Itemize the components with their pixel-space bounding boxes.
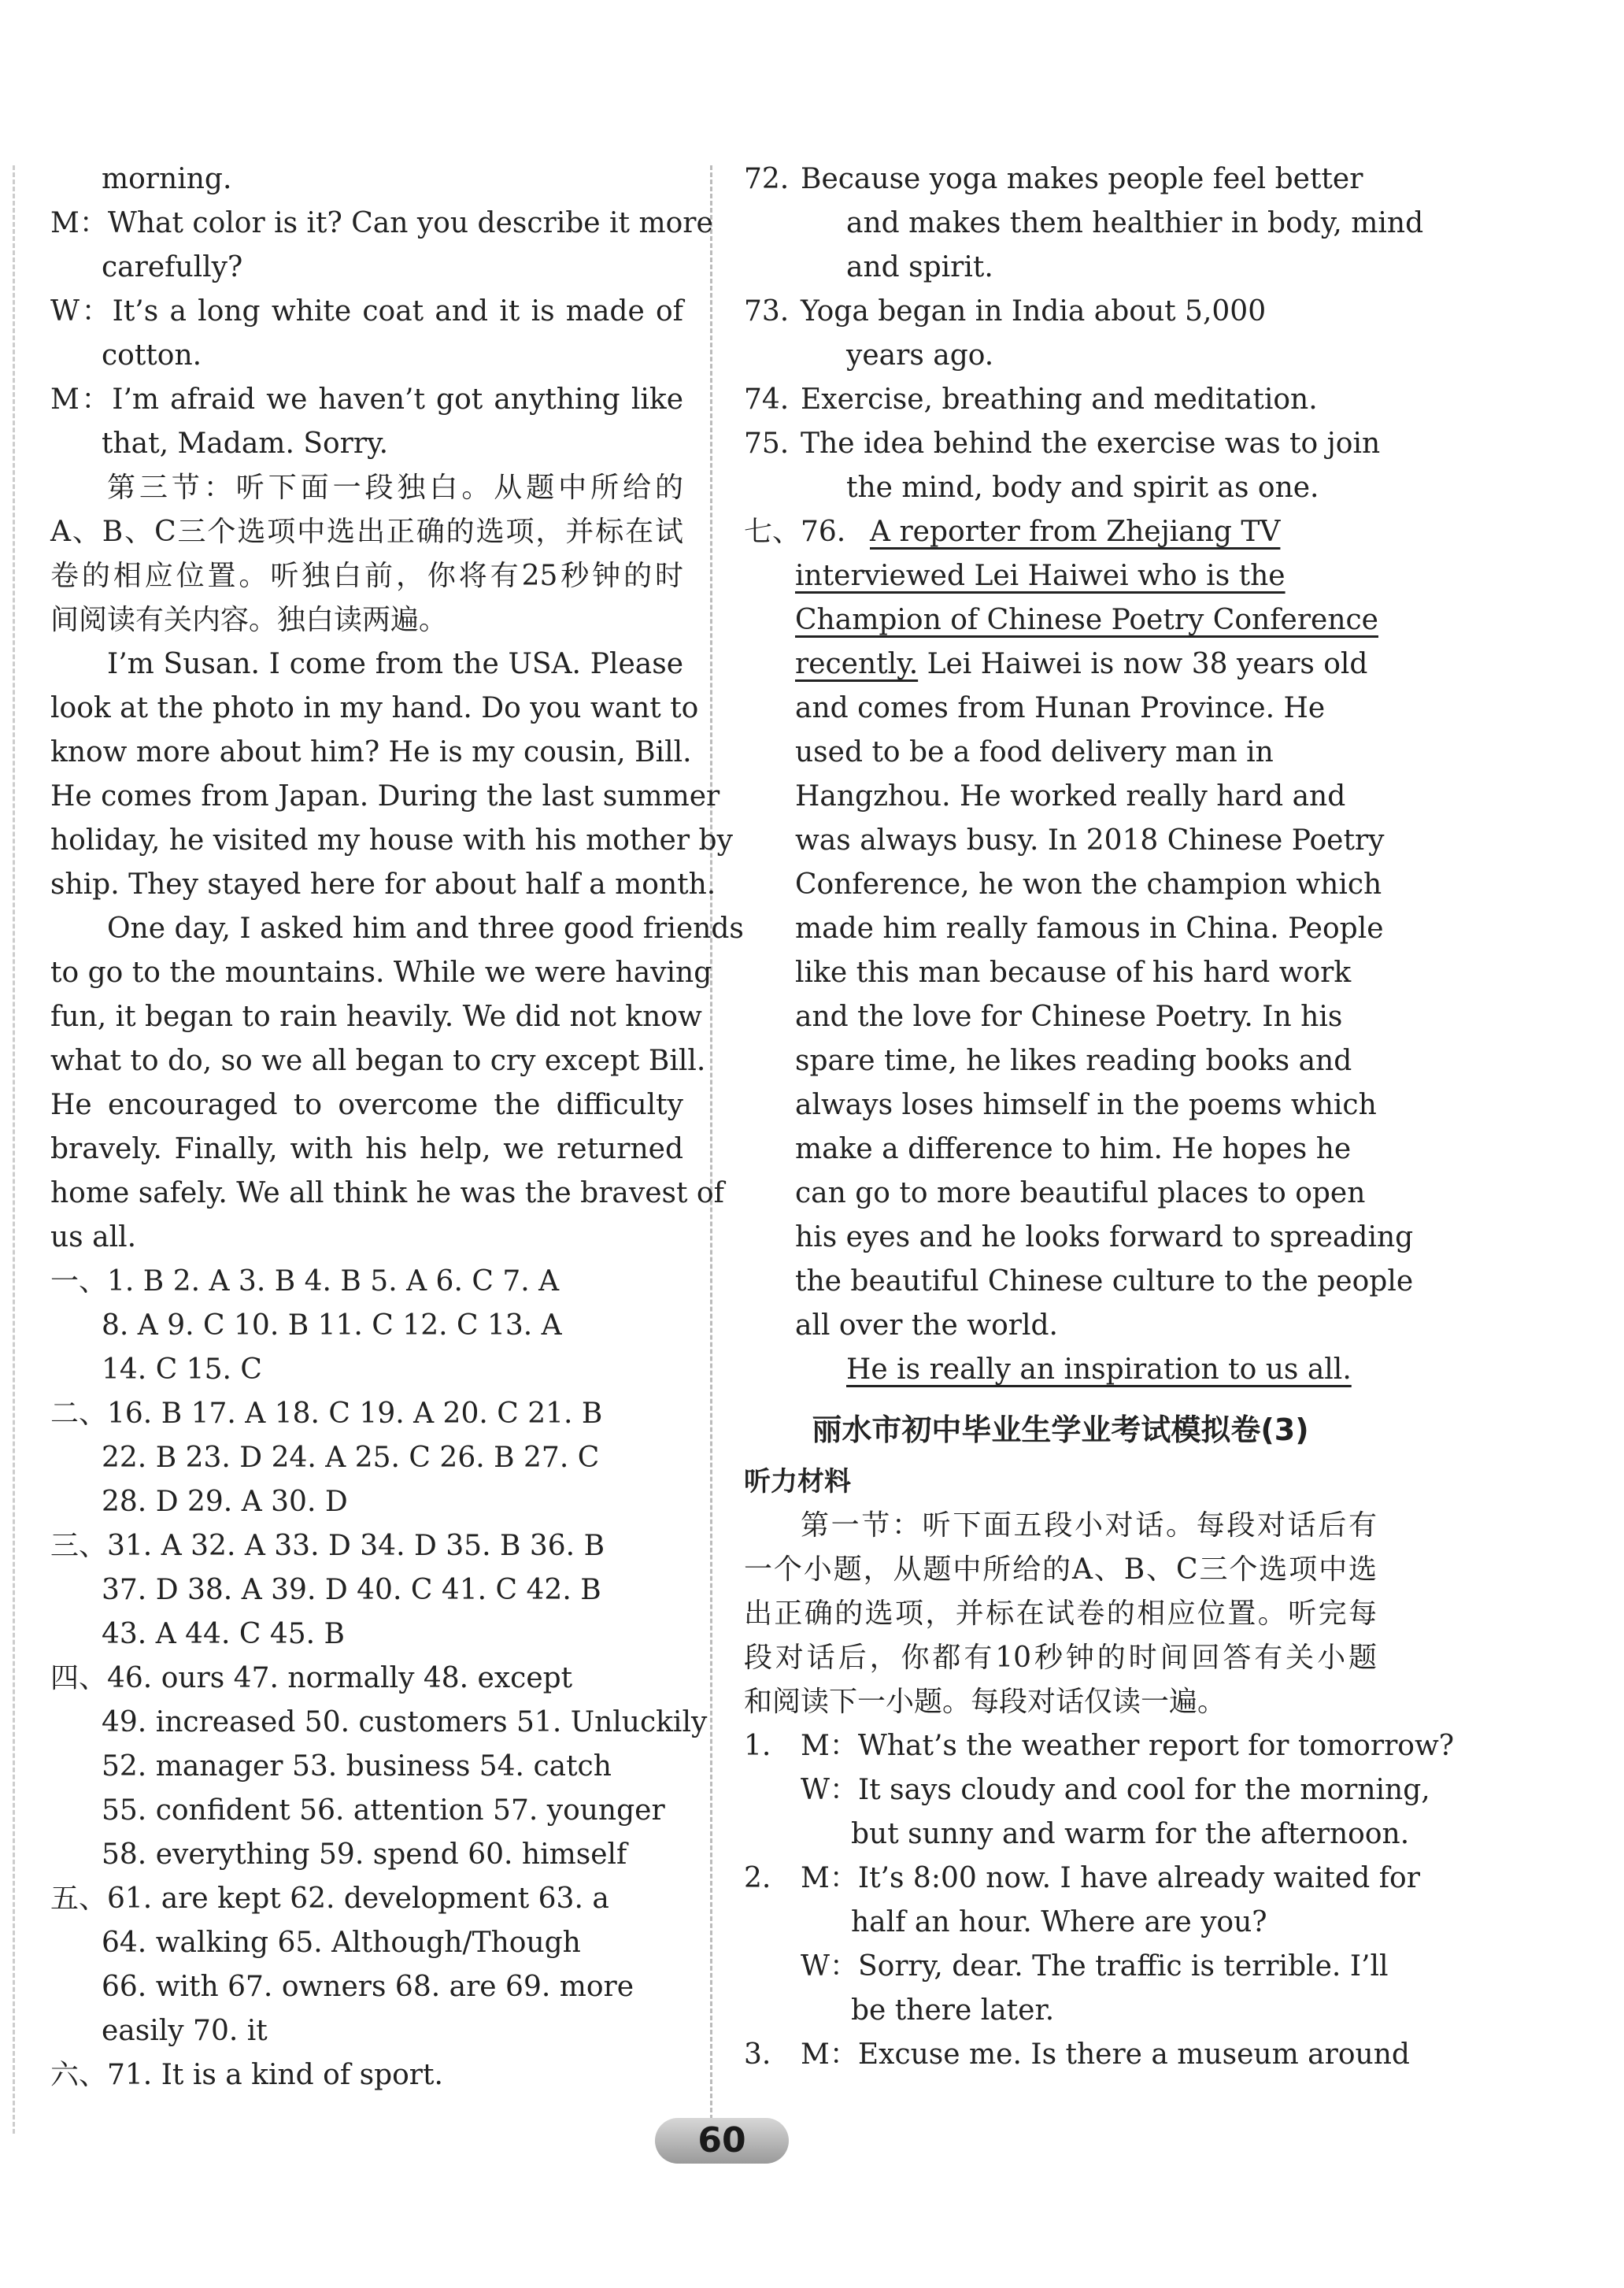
answer-text: Exercise, breathing and meditation.: [801, 383, 1318, 416]
answer-line: 四、46. ours 47. normally 48. except: [50, 1662, 573, 1694]
monologue-line: He comes from Japan. During the last summer: [50, 780, 720, 813]
dialogue-number: 1.: [744, 1730, 771, 1762]
binding-margin-line: [13, 165, 15, 2134]
dialogue-line: M：It’s 8:00 now. I have already waited for: [801, 1862, 1420, 1894]
writing-text: make a difference to him. He hopes he: [795, 1133, 1352, 1165]
section3-instruction: 卷的相应位置。听独白前，你将有25秒钟的时: [50, 560, 683, 592]
writing-text: always loses himself in the poems which: [795, 1089, 1377, 1121]
answer-text: The idea behind the exercise was to join: [801, 428, 1381, 460]
section1-instruction: 和阅读下一小题。每段对话仅读一遍。: [744, 1686, 1226, 1718]
writing-text: Hangzhou. He worked really hard and: [795, 780, 1346, 813]
dialogue-number: 2.: [744, 1862, 771, 1894]
answer-text: and makes them healthier in body, mind: [846, 207, 1424, 239]
answer-line: 22. B 23. D 24. A 25. C 26. B 27. C: [102, 1442, 600, 1474]
answer-line: 28. D 29. A 30. D: [102, 1486, 348, 1518]
section3-instruction: 第三节：听下面一段独白。从题中所给的: [107, 472, 683, 504]
dialogue-number: 3.: [744, 2038, 771, 2071]
answer-line: 二、16. B 17. A 18. C 19. A 20. C 21. B: [50, 1398, 603, 1430]
left-column: [50, 157, 744, 2097]
dialogue-line: W：It says cloudy and cool for the morning,: [801, 1774, 1430, 1806]
text-line: M：I’m afraid we haven’t got anything like: [50, 383, 683, 416]
question-number: 七、76.: [744, 516, 846, 548]
section1-instruction: 一个小题，从题中所给的A、B、C三个选项中选: [744, 1553, 1377, 1586]
monologue-line: know more about him? He is my cousin, Bill.: [50, 736, 692, 768]
answer-text: Because yoga makes people feel better: [801, 163, 1363, 195]
right-column: [744, 157, 1455, 2077]
dialogue-line: but sunny and warm for the afternoon.: [851, 1818, 1410, 1850]
writing-underlined: He is really an inspiration to us all.: [846, 1353, 1352, 1386]
dialogue-line: half an hour. Where are you?: [851, 1906, 1267, 1938]
section-title: 丽水市初中毕业生学业考试模拟卷(3): [812, 1412, 1309, 1447]
writing-text: spare time, he likes reading books and: [795, 1045, 1352, 1077]
answer-line: 64. walking 65. Although/Though: [102, 1927, 581, 1959]
answer-line: 58. everything 59. spend 60. himself: [102, 1838, 627, 1871]
section3-instruction: 间阅读有关内容。独白读两遍。: [50, 604, 448, 636]
monologue-line: holiday, he visited my house with his mother by: [50, 824, 733, 857]
answer-line: 六、71. It is a kind of sport.: [50, 2059, 443, 2091]
answer-line: easily 70. it: [102, 2015, 268, 2047]
monologue-line: fun, it began to rain heavily. We did not know: [50, 1001, 702, 1033]
monologue-line: home safely. We all think he was the bravest of: [50, 1177, 724, 1209]
answer-line: 49. increased 50. customers 51. Unluckily: [102, 1706, 708, 1738]
monologue-line: look at the photo in my hand. Do you want to: [50, 692, 699, 724]
monologue-line: to go to the mountains. While we were having: [50, 957, 712, 989]
question-number: 73.: [744, 295, 790, 328]
writing-underlined: interviewed Lei Haiwei who is the: [795, 560, 1286, 592]
question-number: 75.: [744, 428, 790, 460]
answer-line: 14. C 15. C: [102, 1353, 262, 1386]
writing-text: used to be a food delivery man in: [795, 736, 1274, 768]
answer-line: 66. with 67. owners 68. are 69. more: [102, 1971, 634, 2003]
section1-instruction: 出正确的选项，并标在试卷的相应位置。听完每: [744, 1598, 1377, 1630]
answer-text: and spirit.: [846, 251, 993, 283]
monologue-line: bravely. Finally, with his help, we returned: [50, 1133, 683, 1165]
section3-instruction: A、B、C三个选项中选出正确的选项，并标在试: [50, 516, 683, 548]
writing-underlined: recently.: [795, 648, 919, 680]
monologue-line: ship. They stayed here for about half a month.: [50, 868, 716, 901]
page-number: 60: [655, 2118, 789, 2164]
monologue-line: He encouraged to overcome the difficulty: [50, 1089, 683, 1121]
answer-line: 37. D 38. A 39. D 40. C 41. C 42. B: [102, 1574, 601, 1606]
writing-text: his eyes and he looks forward to spreading: [795, 1221, 1414, 1253]
text-line: W：It’s a long white coat and it is made of: [50, 295, 683, 328]
text-line: cotton.: [102, 339, 202, 372]
answer-line: 五、61. are kept 62. development 63. a: [50, 1883, 609, 1915]
writing-text: Lei Haiwei is now 38 years old: [918, 648, 1368, 680]
dialogue-line: M：What’s the weather report for tomorrow?: [801, 1730, 1455, 1762]
monologue-line: us all.: [50, 1221, 137, 1253]
answer-text: the mind, body and spirit as one.: [846, 472, 1319, 504]
column-divider: [710, 165, 712, 2134]
writing-text: was always busy. In 2018 Chinese Poetry: [795, 824, 1385, 857]
monologue-line: what to do, so we all began to cry except Bill.: [50, 1045, 706, 1077]
answer-text: Yoga began in India about 5,000: [801, 295, 1267, 328]
writing-text: can go to more beautiful places to open: [795, 1177, 1366, 1209]
writing-text: all over the world.: [795, 1309, 1059, 1342]
monologue-line: I’m Susan. I come from the USA. Please: [107, 648, 683, 680]
answer-line: 55. confident 56. attention 57. younger: [102, 1794, 665, 1827]
dialogue-line: M：Excuse me. Is there a museum around: [801, 2038, 1410, 2071]
section1-instruction: 第一节：听下面五段小对话。每段对话后有: [801, 1509, 1377, 1542]
answer-line: 一、1. B 2. A 3. B 4. B 5. A 6. C 7. A: [50, 1265, 560, 1298]
answer-line: 8. A 9. C 10. B 11. C 12. C 13. A: [102, 1309, 562, 1342]
text-line: that, Madam. Sorry.: [102, 428, 389, 460]
text-line: carefully?: [102, 251, 243, 283]
monologue-line: One day, I asked him and three good friends: [107, 913, 744, 945]
writing-underlined: A reporter from Zhejiang TV: [870, 516, 1281, 548]
writing-text: and the love for Chinese Poetry. In his: [795, 1001, 1343, 1033]
question-number: 74.: [744, 383, 790, 416]
section1-instruction: 段对话后，你都有10秒钟的时间回答有关小题: [744, 1642, 1377, 1674]
writing-text: the beautiful Chinese culture to the people: [795, 1265, 1414, 1298]
answer-line: 三、31. A 32. A 33. D 34. D 35. B 36. B: [50, 1530, 605, 1562]
answer-line: 52. manager 53. business 54. catch: [102, 1750, 612, 1783]
writing-underlined: Champion of Chinese Poetry Conference: [795, 604, 1378, 636]
answer-line: 43. A 44. C 45. B: [102, 1618, 345, 1650]
listening-title: 听力材料: [744, 1466, 851, 1498]
question-number: 72.: [744, 163, 790, 195]
dialogue-line: W：Sorry, dear. The traffic is terrible. I’ll: [801, 1950, 1389, 1983]
writing-text: made him really famous in China. People: [795, 913, 1384, 945]
text-line: morning.: [102, 163, 232, 195]
text-line: M：What color is it? Can you describe it more: [50, 207, 713, 239]
dialogue-line: be there later.: [851, 1994, 1055, 2027]
writing-text: and comes from Hunan Province. He: [795, 692, 1326, 724]
writing-text: like this man because of his hard work: [795, 957, 1352, 989]
answer-text: years ago.: [846, 339, 994, 372]
writing-text: Conference, he won the champion which: [795, 868, 1382, 901]
